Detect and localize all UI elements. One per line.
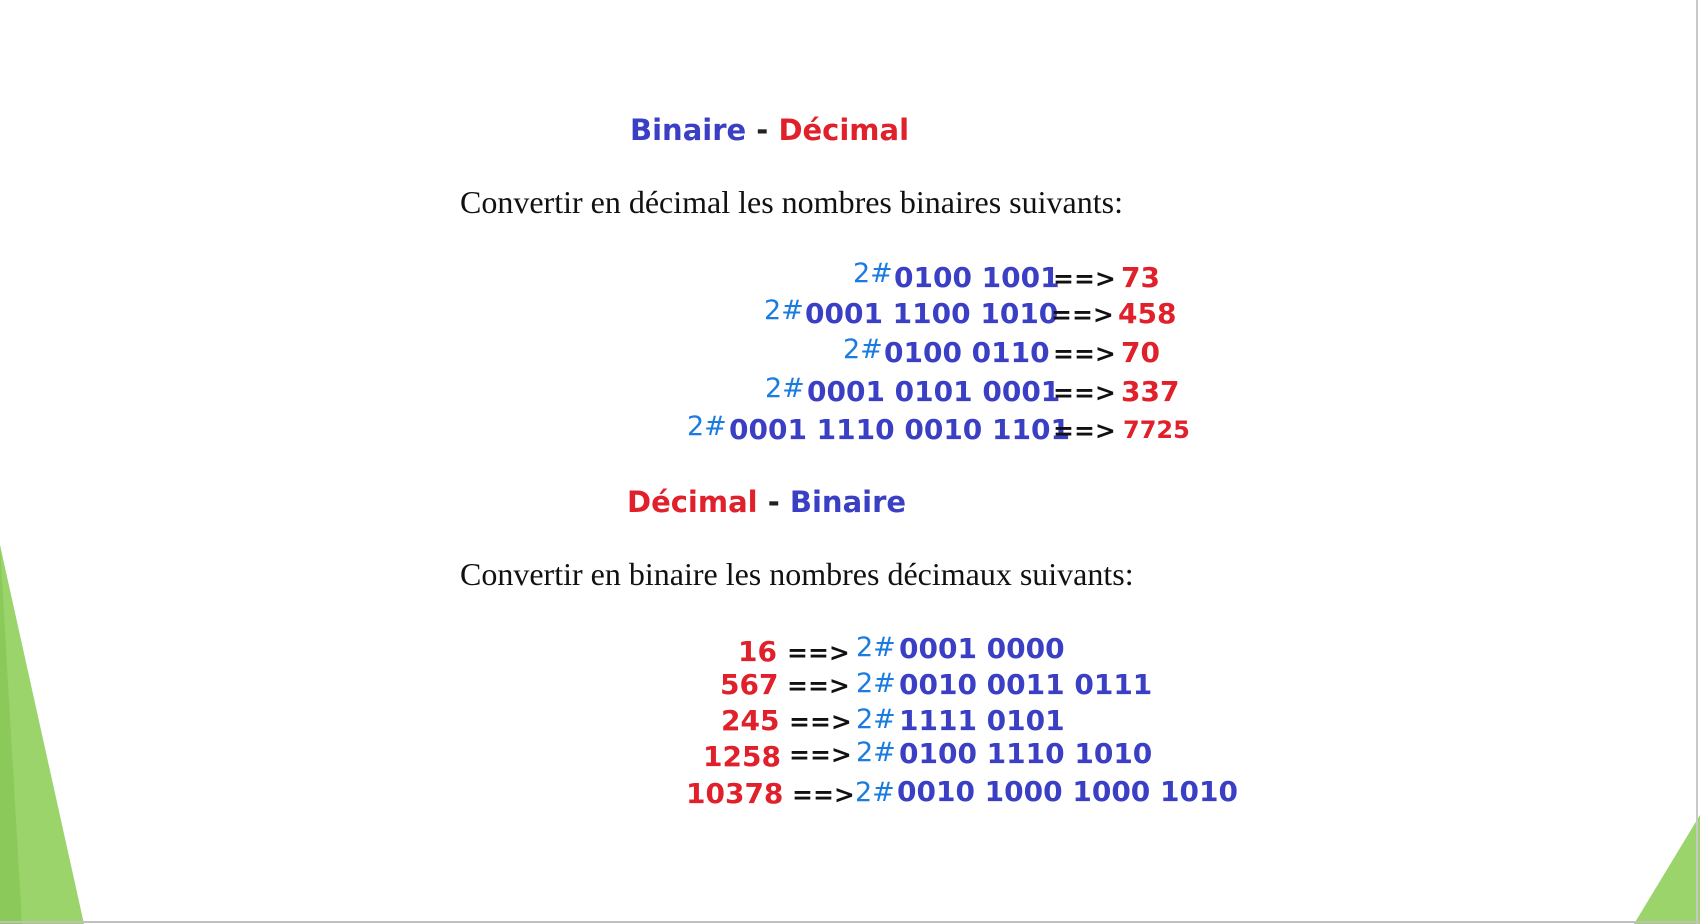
section-title-decimal-binary — [627, 485, 906, 519]
arrow-label: ==> — [787, 638, 850, 667]
decimal-value: 337 — [1121, 375, 1180, 408]
binary-value: 0001 1100 1010 — [805, 297, 1059, 330]
binary-value: 0001 0101 0001 — [807, 375, 1061, 408]
decimal-value: 7725 — [1123, 416, 1190, 444]
prefix-label: 2# — [765, 373, 805, 404]
decimal-value: 16 — [738, 635, 777, 668]
decimal-value: 70 — [1121, 336, 1160, 369]
decimal-value: 245 — [721, 704, 780, 737]
prefix-label: 2# — [843, 334, 883, 365]
instruction-decimal-to-binary: Convertir en binaire les nombres décimaux suivants: — [460, 556, 1134, 592]
binary-value: 0010 0011 0111 — [899, 668, 1153, 701]
heading-word-binaire: Binaire — [630, 113, 747, 147]
section-title-binary-decimal — [630, 113, 909, 147]
binary-value: 1111 0101 — [899, 704, 1065, 737]
arrow-label: ==> — [789, 740, 852, 769]
binary-value: 0100 1001 — [894, 261, 1060, 294]
prefix-label: 2# — [687, 411, 727, 442]
prefix-label: 2# — [855, 777, 895, 808]
decimal-value: 458 — [1118, 297, 1177, 330]
arrow-label: ==> — [787, 671, 850, 700]
decimal-value: 10378 — [686, 777, 784, 810]
decimal-value: 73 — [1121, 261, 1160, 294]
binary-value: 0100 0110 — [884, 336, 1050, 369]
binary-value: 0100 1110 1010 — [899, 737, 1153, 770]
arrow-label: ==> — [1053, 378, 1116, 407]
decimal-value: 567 — [720, 668, 779, 701]
binary-value: 0001 0000 — [899, 632, 1065, 665]
arrow-label: ==> — [789, 707, 852, 736]
binary-value: 0010 1000 1000 1010 — [897, 775, 1238, 808]
prefix-label: 2# — [764, 295, 804, 326]
arrow-label: ==> — [1053, 339, 1116, 368]
prefix-label: 2# — [856, 704, 896, 735]
heading-word-decimal: Décimal — [627, 485, 758, 519]
arrow-label: ==> — [1053, 416, 1116, 445]
binary-value: 0001 1110 0010 1101 — [729, 413, 1070, 446]
arrow-label: ==> — [792, 780, 855, 809]
prefix-label: 2# — [856, 668, 896, 699]
heading-separator: - — [767, 485, 780, 519]
instruction-binary-to-decimal: Convertir en décimal les nombres binaires suivants: — [460, 184, 1123, 220]
arrow-label: ==> — [1051, 300, 1114, 329]
heading-word-decimal: Décimal — [778, 113, 910, 147]
prefix-label: 2# — [856, 632, 896, 663]
right-green-triangle — [1634, 815, 1700, 924]
prefix-label: 2# — [853, 258, 893, 289]
decimal-value: 1258 — [703, 740, 781, 773]
heading-separator: - — [756, 113, 769, 147]
heading-word-binaire: Binaire — [789, 485, 907, 519]
arrow-label: ==> — [1053, 264, 1116, 293]
prefix-label: 2# — [856, 737, 896, 768]
